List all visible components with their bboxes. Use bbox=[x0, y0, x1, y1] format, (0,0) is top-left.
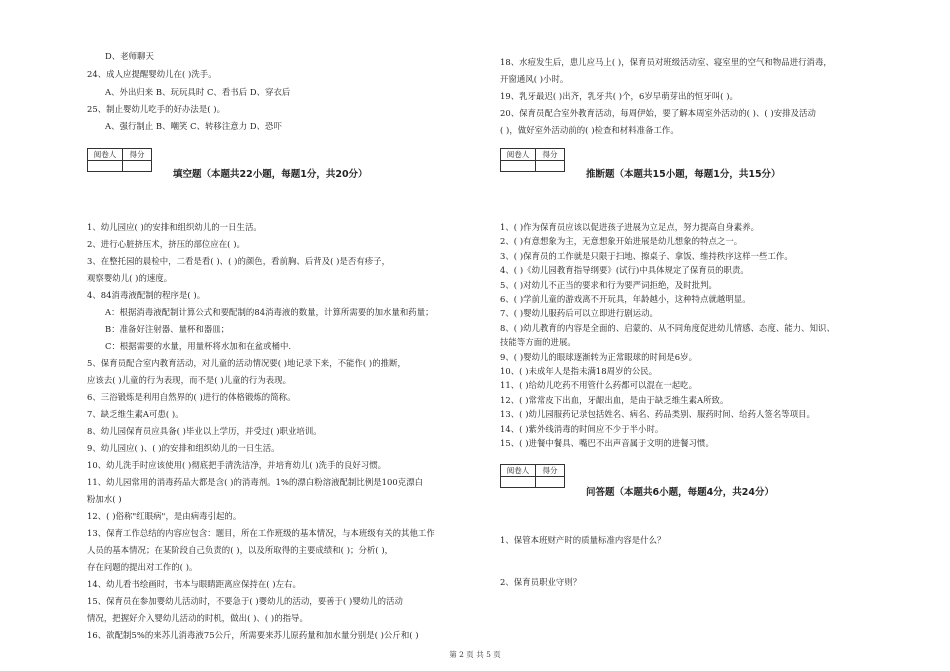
fill-line: 粉加水( ) bbox=[87, 494, 122, 504]
page-footer: 第 2 页 共 5 页 bbox=[449, 650, 501, 659]
judge-line: 14、( )紫外线消毒的时间应不少于半小时。 bbox=[500, 423, 664, 434]
fill-line: 5、保育员配合室内教育活动，对儿童的活动情况要( )地记录下来，不能作( )的推断， bbox=[87, 358, 406, 368]
question-24-options: A、外出归来 B、玩玩具时 C、看书后 D、穿衣后 bbox=[105, 87, 291, 97]
fill-line: 12、( )俗称"红眼病"，是由病毒引起的。 bbox=[87, 511, 242, 521]
score-table bbox=[500, 148, 565, 172]
judge-line: 技能等方面的进展。 bbox=[500, 337, 576, 348]
judge-line: 13、( )幼儿园服药记录包括姓名、病名、药品类别、服药时间、给药人签名等项目。 bbox=[500, 409, 815, 420]
fill-line: 9、幼儿园应( )、( )的安排和组织幼儿的一日生活。 bbox=[87, 443, 280, 453]
question-25: 25、制止婴幼儿吃手的好办法是( )。 bbox=[87, 104, 226, 114]
judge-line: 2、( )有意想象为主，无意想象开始进展是幼儿想象的特点之一。 bbox=[500, 236, 743, 247]
fill-line: 3、在整托园的晨检中，二看是看( )、( )的颜色，看前胸、后背及( )是否有疹子， bbox=[87, 256, 391, 266]
qa-question-1: 1、保管本班财产时的质量标准内容是什么？ bbox=[500, 535, 666, 545]
judge-line: 12、( )常常皮下出血，牙龈出血，是由于缺乏维生素A所致。 bbox=[500, 394, 729, 405]
judge-line: 3、( )保育员的工作就是只限于扫地、擦桌子、拿饭、维持秩序这样一些工作。 bbox=[500, 250, 793, 261]
fill-line: 4、84消毒液配制的程序是( )。 bbox=[87, 290, 206, 300]
judge-line: 8、( )幼儿教育的内容是全面的、启蒙的、从不同角度促进幼儿情感、态度、能力、知识、 bbox=[500, 322, 835, 333]
fill-line: A：根据消毒液配制计算公式和要配制的84消毒液的数量，计算所需要的加水量和药量； bbox=[105, 307, 434, 317]
fill-line: 6、三浴锻炼是利用自然界的( )进行的体格锻炼的简称。 bbox=[87, 392, 296, 402]
score-table bbox=[87, 148, 152, 172]
question-20-cont: ( )，做好室外活动前的( )检查和材料准备工作。 bbox=[500, 125, 679, 135]
fill-line: 2、进行心脏挤压术，挤压的部位应在( )。 bbox=[87, 239, 245, 249]
judge-line: 10、( )未成年人是指未满18周岁的公民。 bbox=[500, 366, 658, 376]
fill-line: 13、保育工作总结的内容应包含：题目，所在工作班级的基本情况，与本班级有关的其他工作 bbox=[87, 528, 435, 538]
judge-line: 6、( )学前儿童的游戏离不开玩具，年龄越小，这种特点就越明显。 bbox=[500, 294, 751, 304]
score-label: 得分 bbox=[123, 149, 152, 161]
score-cell bbox=[536, 477, 565, 488]
judge-line: 4、( )《幼儿园教育指导纲要》(试行)中具体规定了保育员的职责。 bbox=[500, 265, 749, 276]
fill-line: 观察婴幼儿( )的速度。 bbox=[87, 273, 173, 283]
fill-line: 8、幼儿园保育员应具备( )毕业以上学历，并受过( )职业培训。 bbox=[87, 426, 322, 436]
section-title-fill-blank: 填空题（本题共22小题，每题1分，共20分） bbox=[173, 169, 368, 180]
fill-line: B：准备好注射器、量杯和器皿； bbox=[105, 324, 230, 334]
judge-line: 5、( )对幼儿不正当的要求和行为要严词拒绝，及时批判。 bbox=[500, 279, 717, 290]
judge-line: 7、( )婴幼儿服药后可以立即进行剧运动。 bbox=[500, 308, 658, 319]
fill-line: C：根据需要的水量，用量杯将水加和在盆或桶中. bbox=[105, 341, 292, 351]
fill-line: 人员的基本情况；在某阶段自己负责的( )，以及所取得的主要成绩和( )；分析( )， bbox=[87, 545, 394, 555]
grader-label: 阅卷人 bbox=[501, 465, 536, 477]
fill-line: 15、保育员在参加婴幼儿活动时，不要急于( )婴幼儿的活动，要善于( )婴幼儿的活动 bbox=[87, 596, 403, 606]
fill-line: 14、幼儿看书绘画时，书本与眼睛距离应保持在( )左右。 bbox=[87, 579, 301, 589]
judge-line: 9、( )婴幼儿的眼球逐渐转为正常眼球的时间是6岁。 bbox=[500, 351, 698, 362]
grader-cell bbox=[88, 161, 123, 172]
question-19: 19、乳牙最迟( )出齐，乳牙共( )个，6岁早萌芽出的恒牙叫( )。 bbox=[500, 91, 738, 101]
judge-line: 15、( )进餐中餐具、嘴巴不出声音属于文明的进餐习惯。 bbox=[500, 438, 714, 448]
fill-line: 10、幼儿洗手时应该使用( )彻底把手清洗洁净，并培育幼儿( )洗手的良好习惯。 bbox=[87, 460, 387, 470]
question-20: 20、保育员配合室外教育活动，每周伊始，要了解本周室外活动的( )、( )安排及活动 bbox=[500, 108, 816, 118]
question-18: 18、水痘发生后，患儿应马上( )，保育员对班级活动室、寝室里的空气和物品进行消毒， bbox=[500, 57, 832, 67]
fill-line: 1、幼儿园应( )的安排和组织幼儿的一日生活。 bbox=[87, 222, 262, 232]
score-cell bbox=[123, 161, 152, 172]
question-24: 24、成人应提醒婴幼儿在( )洗手。 bbox=[87, 69, 217, 79]
fill-line: 情况，把握好介入婴幼儿活动的时机，做出( )、( )的指导。 bbox=[87, 613, 308, 623]
section-title-judge: 推断题（本题共15小题，每题1分，共15分） bbox=[586, 169, 781, 180]
judge-line: 11、( )给幼儿吃药不用管什么药都可以混在一起吃。 bbox=[500, 380, 698, 391]
judge-line: 1、( )作为保育员应该以促进孩子进展为立足点，努力提高自身素养。 bbox=[500, 222, 760, 232]
grader-cell bbox=[501, 477, 536, 488]
fill-line: 16、欲配制5%的来苏儿消毒液75公斤，所需要来苏儿原药量和加水量分别是( )公斤和( ) bbox=[87, 630, 419, 640]
score-label: 得分 bbox=[536, 465, 565, 477]
fill-line: 存在问题的提出对工作的( )。 bbox=[87, 562, 198, 572]
question-18-cont: 开窗通风( )小时。 bbox=[500, 74, 569, 84]
qa-question-2: 2、保育员职业守则？ bbox=[500, 577, 582, 587]
score-cell bbox=[536, 161, 565, 172]
question-25-options: A、强行制止 B、嘲笑 C、转移注意力 D、恐吓 bbox=[105, 121, 282, 131]
grader-cell bbox=[501, 161, 536, 172]
grader-label: 阅卷人 bbox=[501, 149, 536, 161]
fill-line: 7、缺乏维生素A可患( )。 bbox=[87, 409, 184, 419]
score-label: 得分 bbox=[536, 149, 565, 161]
fill-line: 11、幼儿园常用的消毒药品大都是含( )的消毒剂。1%的漂白粉溶液配制比例是100克漂白 bbox=[87, 477, 424, 487]
fill-line: 应该去( )儿童的行为表现，而不是( )儿童的行为表现。 bbox=[87, 375, 292, 385]
score-table bbox=[500, 464, 565, 488]
grader-label: 阅卷人 bbox=[88, 149, 123, 161]
option-line: D、老师聊天 bbox=[105, 51, 154, 61]
section-title-qa: 问答题（本题共6小题，每题4分，共24分） bbox=[586, 487, 774, 498]
